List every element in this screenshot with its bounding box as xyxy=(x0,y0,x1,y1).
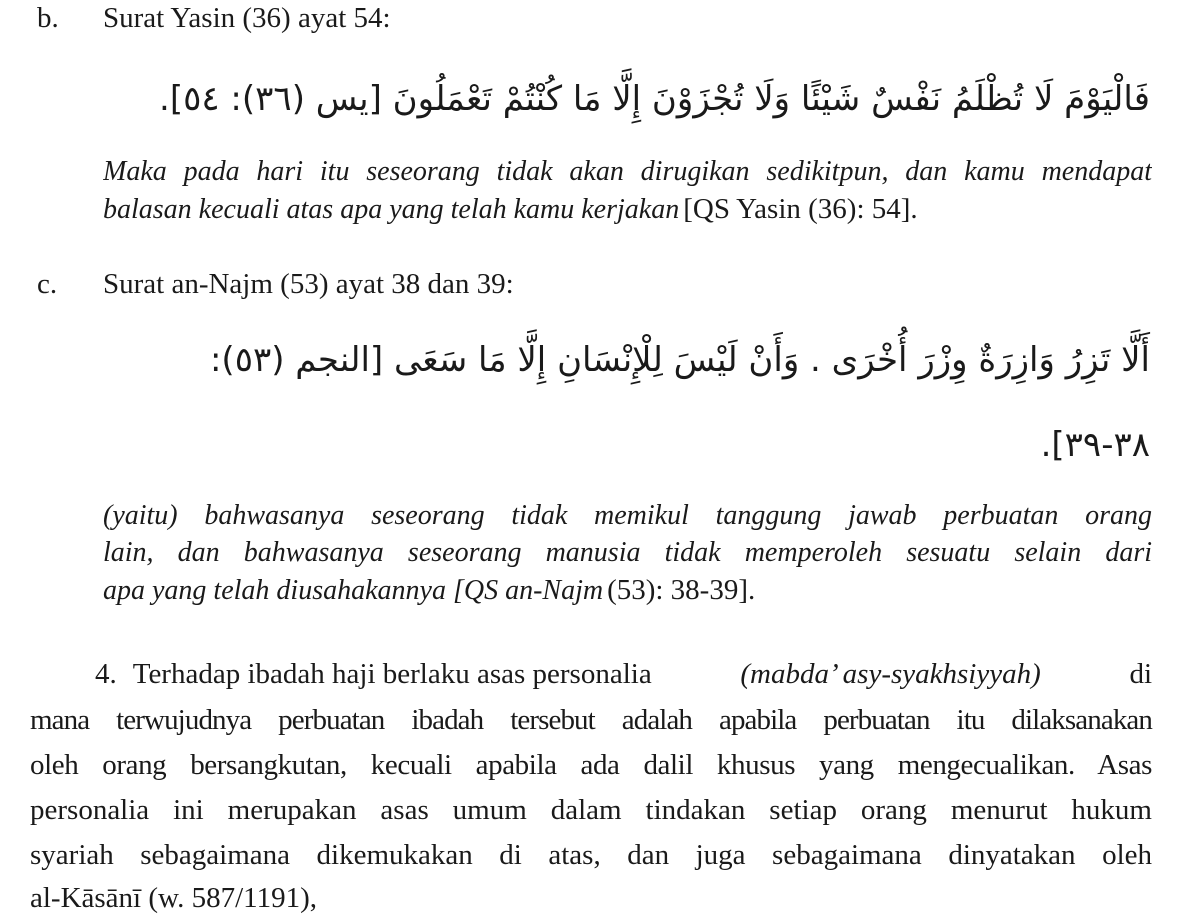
point-4-line1-content xyxy=(133,656,1152,692)
point-4-line1-text: Terhadap ibadah haji berlaku asas personalia xyxy=(132,658,652,690)
item-c-translation-line3 xyxy=(103,572,755,609)
item-b-marker: b. xyxy=(37,2,59,34)
point-4-number: 4. xyxy=(95,658,117,690)
item-b-translation-italic: balasan kecuali atas apa yang telah kamu kerjakan xyxy=(103,194,680,225)
point-4-line3: oleh orang bersangkutan, kecuali apabila ada dalil khusus yang mengecualikan. Asas xyxy=(30,749,1152,781)
item-c-translation-line1: (yaitu) bahwasanya seseorang tidak memikul tanggung jawab perbuatan orang xyxy=(103,500,1152,531)
point-4-line1 xyxy=(95,656,1152,692)
point-4-line4: personalia ini merupakan asas umum dalam tindakan setiap orang menurut hukum xyxy=(30,794,1152,826)
item-b-arabic-verse: فَالْيَوْمَ لَا تُظْلَمُ نَفْسٌ شَيْئًا وَلَا تُجْزَوْنَ إِلَّا مَا كُنْتُمْ تَعْمَلُونَ [يس (٣٦): ٥٤]. xyxy=(159,79,1150,119)
item-b-heading: Surat Yasin (36) ayat 54: xyxy=(103,2,391,34)
point-4-line1-end: di xyxy=(1129,658,1152,690)
item-c-translation-italic: apa yang telah diusahakannya [QS an-Najm xyxy=(103,575,604,606)
item-c-translation-line2: lain, dan bahwasanya seseorang manusia tidak memperoleh sesuatu selain dari xyxy=(103,537,1152,568)
item-b-translation-line1: Maka pada hari itu seseorang tidak akan dirugikan sedikitpun, dan kamu mendapat xyxy=(103,156,1152,187)
item-c-marker: c. xyxy=(37,268,58,300)
point-4-line6: al-Kāsānī (w. 587/1191), xyxy=(30,882,317,914)
item-c-arabic-verse-line1: أَلَّا تَزِرُ وَازِرَةٌ وِزْرَ أُخْرَى . وَأَنْ لَيْسَ لِلْإِنْسَانِ إِلَّا مَا سَعَى [النجم (٥٣): xyxy=(209,340,1150,380)
point-4-line5: syariah sebagaimana dikemukakan di atas, dan juga sebagaimana dinyatakan oleh xyxy=(30,839,1152,871)
item-b-translation-line2 xyxy=(103,191,918,228)
item-c-heading: Surat an-Najm (53) ayat 38 dan 39: xyxy=(103,268,514,300)
item-b-reference: [QS Yasin (36): 54]. xyxy=(683,193,918,225)
item-c-arabic-verse-line2: ٣٨-٣٩]. xyxy=(1040,425,1150,465)
point-4-term-italic: (mabda’ asy-syakhsiyyah) xyxy=(740,658,1041,690)
item-c-reference: (53): 38-39]. xyxy=(607,574,756,606)
point-4-line2: mana terwujudnya perbuatan ibadah tersebut adalah apabila perbuatan itu dilaksanakan xyxy=(30,704,1152,736)
